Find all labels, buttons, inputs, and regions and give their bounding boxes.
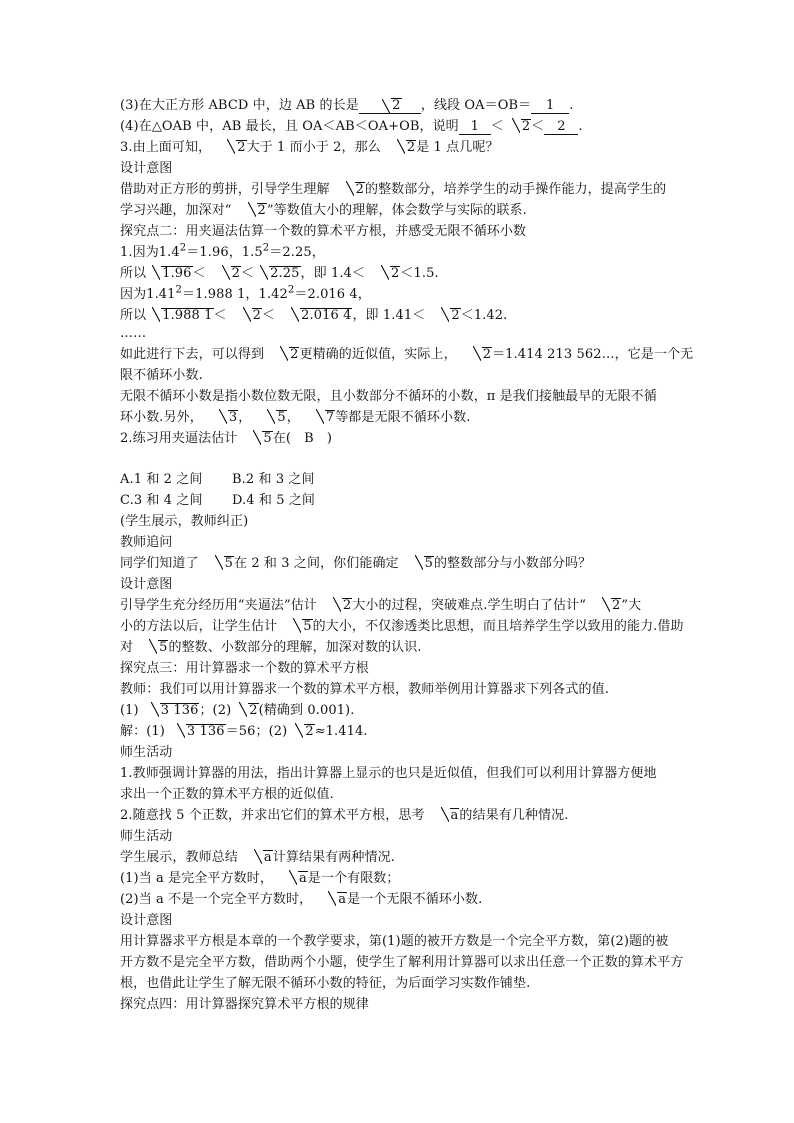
text-line: 学生展示，教师总结 a计算结果有两种情况. — [120, 850, 395, 865]
section-heading: 探究点二：用夹逼法估算一个数的算术平方根，并感受无限不循环小数 — [120, 224, 527, 239]
text-line: (1) 3 136；(2) 2(精确到 0.001). — [120, 703, 355, 718]
sqrt-symbol: 2 — [222, 264, 241, 283]
sqrt-symbol: 2 — [602, 596, 621, 615]
sqrt-symbol: 2 — [397, 138, 416, 157]
sqrt-symbol: 1.96 — [152, 264, 192, 283]
sqrt-symbol: 2.25 — [260, 264, 300, 283]
section-heading: 探究点四：用计算器探究算术平方根的规律 — [120, 997, 369, 1012]
text-line: 对 5的整数、小数部分的理解，加深对数的认识. — [120, 640, 422, 655]
text-line: (4)在△OAB 中，AB 最长，且 OA＜AB＜OA+OB，说明 1 ＜ 2＜ 2 . — [120, 119, 583, 134]
text-line: 如此进行下去，可以得到 2更精确的近似值，实际上， 2＝1.414 213 562…，它是一个无 — [120, 347, 694, 362]
text-line: 小的方法以后，让学生估计 5的大小，不仅渗透类比思想，而且培养学生学以致用的能力.借助 — [120, 619, 684, 634]
sqrt-symbol: a — [289, 869, 308, 888]
sqrt-symbol: 3 136 — [177, 722, 226, 741]
answer-blank — [359, 98, 421, 114]
choice-c: C.3 和 4 之间 — [120, 493, 203, 508]
sqrt-symbol: 2 — [248, 201, 267, 220]
sqrt-symbol: 2.016 4 — [291, 306, 352, 325]
text-line: 开方数不是完全平方数，借助两个小题，使学生了解利用计算器可以求出任意一个正数的算术平方 — [120, 955, 684, 970]
sqrt-symbol: 2 — [512, 117, 531, 136]
section-heading: 设计意图 — [120, 577, 173, 592]
choice-row — [120, 491, 700, 510]
sqrt-symbol: 2 — [381, 264, 400, 283]
sqrt-symbol: 2 — [382, 98, 401, 113]
answer-blank: 1 — [459, 119, 491, 135]
text-line: 所以 1.96＜ 2＜ 2.25，即 1.4＜ 2＜1.5. — [120, 266, 439, 281]
text-line: 借助对正方形的剪拼，引导学生理解 2的整数部分，培养学生的动手操作能力，提高学生的 — [120, 182, 667, 197]
choice-d: D.4 和 5 之间 — [232, 493, 316, 508]
text-line: 引导学生充分经历用“夹逼法”估计 2大小的过程，突破难点.学生明白了估计“ 2”大 — [120, 598, 642, 613]
text-line: (学生展示，教师纠正) — [120, 514, 249, 529]
text-line: 因为$1.41^2=1.988$ 1，$1.42^2=2.016$ 4， — [120, 284, 371, 302]
answer-blank: 1 — [531, 98, 569, 114]
choice-a: A.1 和 2 之间 — [120, 472, 203, 487]
section-heading: 设计意图 — [120, 913, 173, 928]
sqrt-symbol: 2 — [243, 306, 262, 325]
text-line: 1.教师强调计算器的用法，指出计算器上显示的也只是近似值，但我们可以利用计算器方便地 — [120, 766, 657, 781]
text-line: 教师：我们可以用计算器求一个数的算术平方根，教师举例用计算器求下列各式的值. — [120, 682, 609, 697]
sqrt-symbol: a — [328, 890, 347, 909]
sqrt-symbol: 7 — [316, 408, 335, 427]
text-line: (3)在大正方形 ABCD 中，边 AB 的长是 2 ，线段 OA＝OB＝ 1 . — [120, 98, 574, 113]
sqrt-symbol: a — [441, 806, 460, 825]
text-line: 用计算器求平方根是本章的一个教学要求，第(1)题的被开方数是一个完全平方数，第(2)题的被 — [120, 934, 669, 949]
sqrt-symbol: 5 — [149, 638, 168, 657]
text-line: 环小数.另外， 3， 5， 7等都是无限不循环小数. — [120, 410, 471, 425]
choice-row — [120, 470, 700, 489]
sqrt-symbol: 2 — [346, 180, 365, 199]
section-heading: 师生活动 — [120, 745, 173, 760]
section-heading: 探究点三：用计算器求一个数的算术平方根 — [120, 661, 369, 676]
text-line: 学习兴趣，加深对“ 2”等数值大小的理解，体会数学与实际的联系. — [120, 203, 527, 218]
text-line: 3.由上面可知， 2大于 1 而小于 2，那么 2是 1 点几呢？ — [120, 140, 499, 155]
sqrt-symbol: 2 — [295, 722, 314, 741]
section-heading: 设计意图 — [120, 161, 173, 176]
sqrt-symbol: 5 — [253, 429, 272, 448]
question-line: 2.练习用夹逼法估计 5在( B ) — [120, 431, 333, 446]
text-line: 无限不循环小数是指小数位数无限，且小数部分不循环的小数，π 是我们接触最早的无限不循 — [120, 389, 657, 404]
sqrt-symbol: 5 — [267, 408, 286, 427]
sqrt-symbol: 5 — [215, 554, 234, 573]
sqrt-symbol: 3 — [219, 408, 238, 427]
sqrt-symbol: 2 — [239, 701, 258, 720]
choice-b: B.2 和 3 之间 — [232, 472, 315, 487]
sqrt-symbol: 5 — [293, 617, 312, 636]
sqrt-symbol: 2 — [473, 345, 492, 364]
text-line: 求出一个正数的算术平方根的近似值. — [120, 787, 334, 802]
sqrt-symbol: a — [254, 848, 273, 867]
text-line: 2.随意找 5 个正数，并求出它们的算术平方根，思考 a的结果有几种情况. — [120, 808, 569, 823]
text-line: 同学们知道了 5在 2 和 3 之间，你们能确定 5的整数部分与小数部分吗？ — [120, 556, 592, 571]
section-heading: 教师追问 — [120, 535, 173, 550]
text-line: 限不循环小数. — [120, 368, 203, 383]
text-line: (1)当 a 是完全平方数时， a是一个有限数； — [120, 871, 400, 886]
sqrt-symbol: 1.988 1 — [152, 306, 213, 325]
sqrt-symbol: 2 — [333, 596, 352, 615]
answer-blank: 2 — [544, 119, 578, 135]
sqrt-symbol: 3 136 — [151, 701, 200, 720]
sqrt-symbol: 5 — [415, 554, 434, 573]
sqrt-symbol: 2 — [280, 345, 299, 364]
text-line: (2)当 a 不是一个完全平方数时， a是一个无限不循环小数. — [120, 892, 483, 907]
sqrt-symbol: 2 — [227, 138, 246, 157]
section-heading: 师生活动 — [120, 829, 173, 844]
text-line: 根，也借此让学生了解无限不循环小数的特征，为后面学习实数作铺垫. — [120, 976, 531, 991]
text-line: 解：(1) 3 136＝56；(2) 2≈1.414. — [120, 724, 368, 739]
text-line: 所以 1.988 1＜ 2＜ 2.016 4，即 1.41＜ 2＜1.42. — [120, 308, 508, 323]
ellipsis: …… — [120, 326, 147, 341]
sqrt-symbol: 2 — [441, 306, 460, 325]
text-line: 1.因为$1.4^2=1.96$，$1.5^2=2.25$， — [120, 242, 325, 260]
